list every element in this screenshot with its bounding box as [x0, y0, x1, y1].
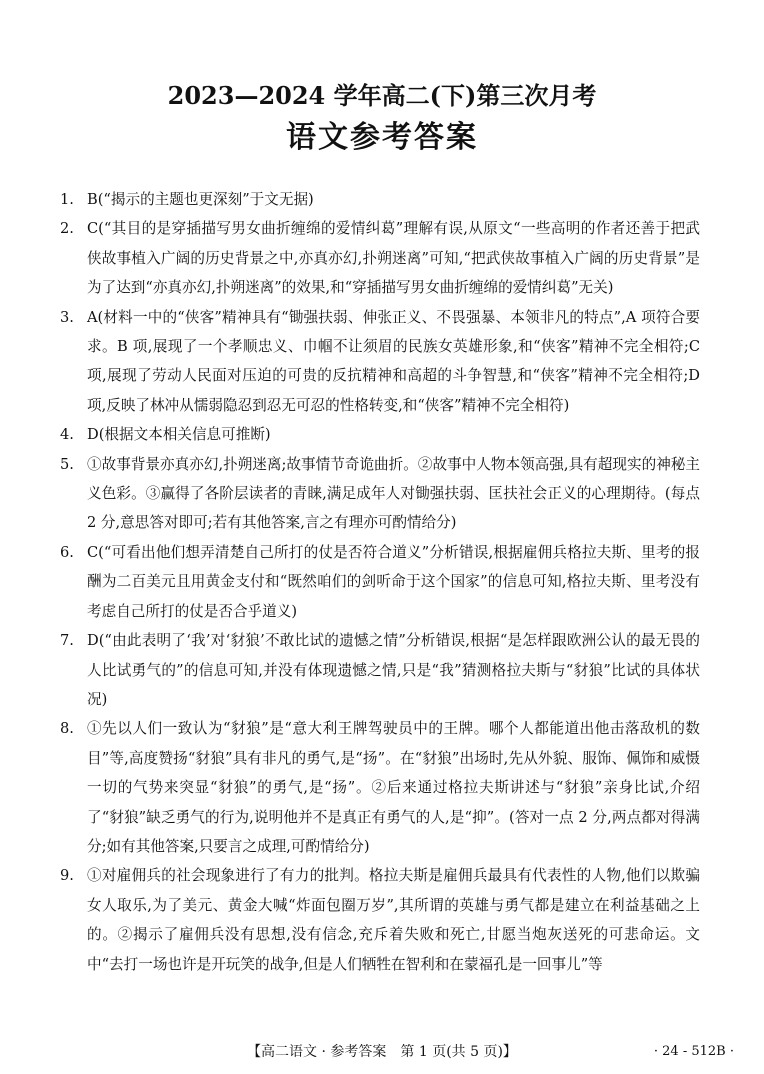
answer-item-3: [60, 303, 700, 421]
answer-text: ①先以人们一致认为“豺狼”是“意大利王牌驾驶员中的王牌。哪个人都能道出他击落敌机的数目”等,高度赞扬“豺狼”具有非凡的勇气,是“扬”。在“豺狼”出场时,先从外貌、服饰、佩饰和威慑一切的气势来突显“豺狼”的勇气,是“扬”。②后来通过格拉夫斯讲述与“豺狼”亲身比试,介绍了“豺狼”缺乏勇气的行为,说明他并不是真正有勇气的人,是“抑”。(答对一点 2 分,两点都对得满分;如有其他答案,只要言之成理,可酌情给分): [87, 720, 700, 855]
answer-number: 5.: [60, 455, 74, 473]
answer-item-6: [60, 538, 700, 626]
footer-page-info: 【高二语文 · 参考答案 第 1 页(共 5 页)】: [247, 1044, 517, 1060]
answer-text: B(“揭示的主题也更深刻”于文无据): [87, 191, 314, 208]
answer-number: 9.: [60, 867, 74, 885]
answer-text: ①对雇佣兵的社会现象进行了有力的批判。格拉夫斯是雇佣兵最具有代表性的人物,他们以欺骗女人取乐,为了美元、黄金大喊“炸面包圈万岁”,其所谓的英雄与勇气都是建立在利益基础之上的。②揭示了雇佣兵没有思想,没有信念,充斥着失败和死亡,甘愿当炮灰送死的可悲命运。文中“去打一场也许是开玩笑的战争,但是人们牺牲在智利和在蒙福孔是一回事儿”等: [87, 867, 700, 973]
answer-item-5: [60, 450, 700, 538]
answer-number: 8.: [60, 720, 74, 738]
footer-code: · 24 - 512B ·: [653, 1044, 734, 1059]
answer-text: A(材料一中的“侠客”精神具有“锄强扶弱、伸张正义、不畏强暴、本领非凡的特点”,A 项符合要求。B 项,展现了一个孝顺忠义、巾帼不让须眉的民族女英雄形象,和“侠客”精神不完全相符;C 项,展现了劳动人民面对压迫的可贵的反抗精神和高超的斗争智慧,和“侠客”精神不完全相符;D 项,反映了林冲从懦弱隐忍到忍无可忍的性格转变,和“侠客”精神不完全相符): [87, 308, 700, 414]
answer-item-2: [60, 214, 700, 302]
answer-item-7: [60, 626, 700, 714]
page-subtitle: 语文参考答案: [286, 120, 478, 155]
answer-number: 6.: [60, 543, 74, 561]
answer-number: 1.: [60, 191, 74, 208]
page-footer: [0, 1040, 764, 1064]
answer-text: C(“其目的是穿插描写男女曲折缠绵的爱情纠葛”理解有误,从原文“一些高明的作者还善于把武侠故事植入广阔的历史背景之中,亦真亦幻,扑朔迷离”可知,“把武侠故事植入广阔的历史背景”是为了达到“亦真亦幻,扑朔迷离”的效果,和“穿插描写男女曲折缠绵的爱情纠葛”无关): [87, 220, 700, 297]
answer-text: D(根据文本相关信息可推断): [87, 426, 271, 444]
answer-text: D(“由此表明了‘我’对‘豺狼’不敢比试的遗憾之情”分析错误,根据“是怎样跟欧洲公认的最无畏的人比试勇气的”的信息可知,并没有体现遗憾之情,只是“我”猜测格拉夫斯与“豺狼”比试的具体状况): [87, 632, 700, 708]
answer-number: 4.: [60, 426, 74, 444]
answer-item-1: [60, 185, 700, 214]
answer-item-4: [60, 420, 700, 449]
answer-number: 7.: [60, 632, 74, 650]
answer-number: 2.: [60, 220, 74, 238]
answer-item-9: [60, 861, 700, 979]
answer-number: 3.: [60, 308, 74, 326]
page-title: 2023—2024 学年高二(下)第三次月考: [167, 81, 597, 110]
answer-item-8: [60, 714, 700, 861]
answer-list: [60, 185, 700, 979]
answer-text: ①故事背景亦真亦幻,扑朔迷离;故事情节奇诡曲折。②故事中人物本领高强,具有超现实的神秘主义色彩。③赢得了各阶层读者的青睐,满足成年人对锄强扶弱、匡扶社会正义的心理期待。(每点 2 分,意思答对即可;若有其他答案,言之有理亦可酌情给分): [87, 455, 700, 532]
answer-text: C(“可看出他们想弄清楚自己所打的仗是否符合道义”分析错误,根据雇佣兵格拉夫斯、里考的报酬为二百美元且用黄金支付和“既然咱们的剑听命于这个国家”的信息可知,格拉夫斯、里考没有考虑自己所打的仗是否合乎道义): [87, 543, 700, 620]
